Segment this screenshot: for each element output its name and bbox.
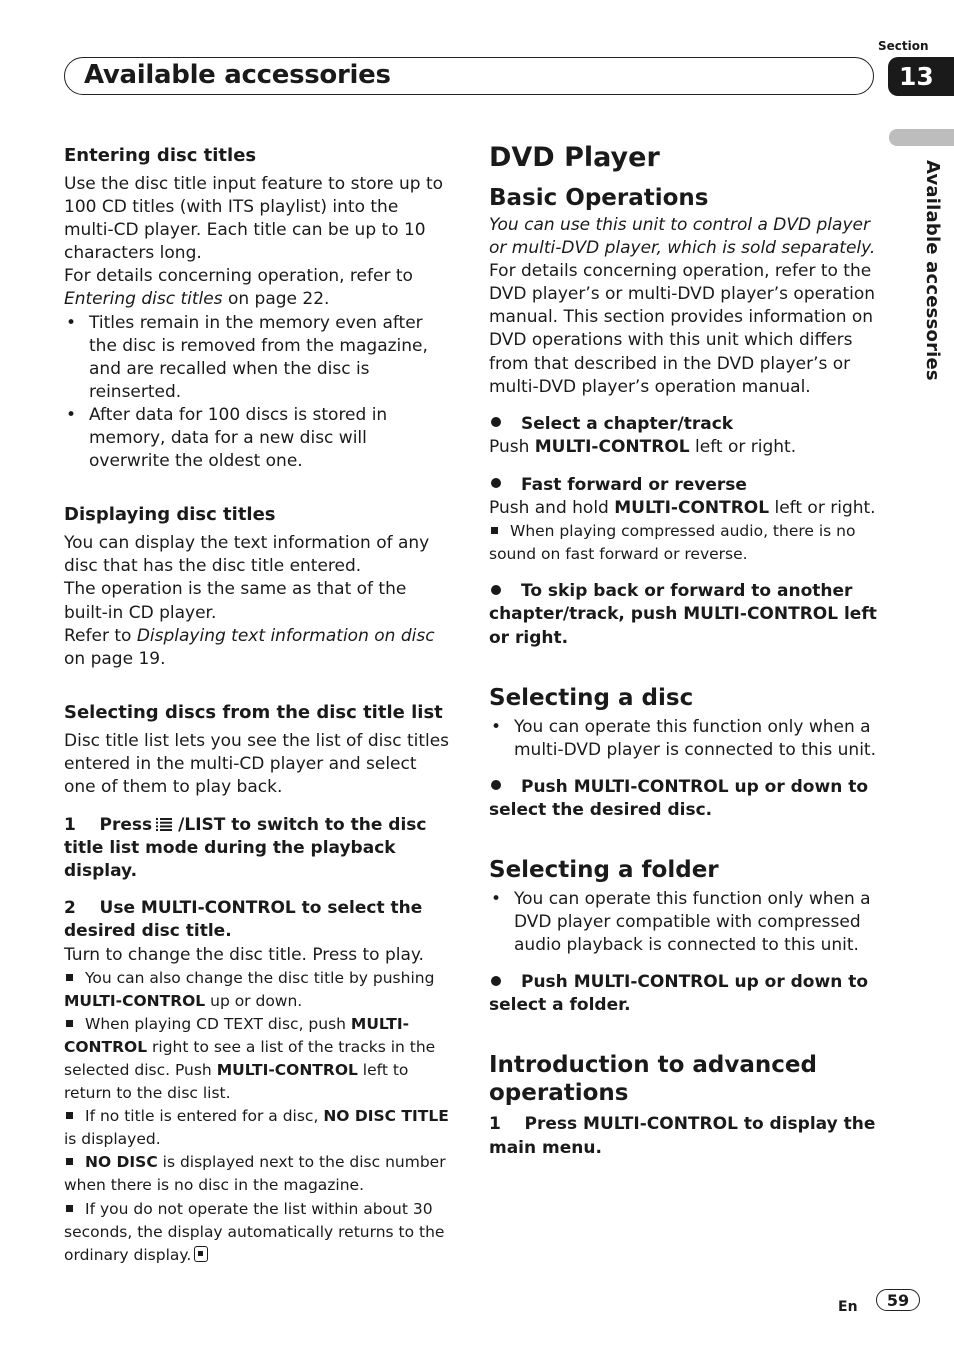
heading-entering-disc-titles: Entering disc titles [64, 145, 257, 166]
right-column [489, 142, 879, 1160]
page-number: 59 [876, 1289, 920, 1311]
intro-paragraph: You can use this unit to control a DVD player or multi-DVD player, which is sold separately. [489, 215, 876, 259]
operation-bullet-icon [491, 780, 501, 790]
step-1: 1 Press MULTI-CONTROL to display the main menu. [489, 1114, 876, 1158]
paragraph: For details concerning operation, refer to the DVD player’s or multi-DVD player’s operation manual. This section provides information on DVD operations with this unit which differs from that described in the DVD player’s or multi-DVD player’s operation manual. [489, 261, 876, 397]
end-of-section-icon [194, 1246, 208, 1262]
square-bullet-icon [66, 1112, 73, 1119]
heading-displaying-disc-titles: Displaying disc titles [64, 504, 276, 526]
operation-title: Select a chapter/track [489, 413, 879, 436]
list-item: • You can operate this function only when a DVD player compatible with compressed audio playback is connected to this unit. [489, 888, 879, 957]
paragraph: Use the disc title input feature to store up to 100 CD titles (with ITS playlist) into the multi-CD player. Each title can be up to 10 characters long. [64, 174, 444, 264]
side-tab-marker [889, 129, 954, 146]
operation-title: Push MULTI-CONTROL up or down to select a folder. [489, 972, 869, 1016]
heading-selecting-discs: Selecting discs from the disc title list [64, 701, 443, 723]
paragraph: Turn to change the disc title. Press to play. [64, 944, 424, 965]
section-number-badge: 13 [888, 57, 954, 96]
paragraph: Refer to Displaying text information on disc on page 19. [64, 625, 435, 669]
cross-reference: Displaying text information on disc [136, 625, 435, 646]
paragraph: You can display the text information of any disc that has the disc title entered. [64, 533, 430, 577]
note: When playing compressed audio, there is no sound on fast forward or reverse. [489, 522, 856, 564]
step-2: 2 Use MULTI-CONTROL to select the desired disc title. [64, 898, 423, 942]
heading-dvd-player: DVD Player [489, 142, 660, 173]
note: If you do not operate the list within about 30 seconds, the display automatically returns to the ordinary display. [64, 1199, 445, 1264]
section-label: Section [878, 39, 929, 53]
operation-title: Push MULTI-CONTROL up or down to select the desired disc. [489, 776, 869, 820]
paragraph: Disc title list lets you see the list of disc titles entered in the multi-CD player and select one of them to play back. [64, 730, 450, 797]
note: NO DISC is displayed next to the disc number when there is no disc in the magazine. [64, 1153, 446, 1195]
heading-basic-operations: Basic Operations [489, 185, 709, 211]
square-bullet-icon [66, 1158, 73, 1165]
paragraph: The operation is the same as that of the built-in CD player. [64, 579, 407, 623]
side-section-label: Available accessories [922, 160, 943, 381]
operation-bullet-icon [491, 417, 501, 427]
left-column [64, 142, 450, 1267]
list-item: • After data for 100 discs is stored in memory, data for a new disc will overwrite the oldest one. [64, 404, 450, 473]
paragraph: Push and hold MULTI-CONTROL left or right. [489, 498, 876, 519]
operation-bullet-icon [491, 585, 501, 595]
heading-selecting-a-disc: Selecting a disc [489, 684, 694, 711]
operation-title: To skip back or forward to another chapter/track, push MULTI-CONTROL left or right. [489, 581, 877, 648]
operation-title: Fast forward or reverse [489, 474, 879, 497]
note: When playing CD TEXT disc, push MULTI-CONTROL right to see a list of the tracks in the selected disc. Push MULTI-CONTROL left to return to the disc list. [64, 1014, 436, 1103]
square-bullet-icon [66, 1020, 73, 1027]
note: You can also change the disc title by pushing MULTI-CONTROL up or down. [64, 968, 435, 1010]
note: If no title is entered for a disc, NO DISC TITLE is displayed. [64, 1107, 449, 1149]
step-1: 1 Press /LIST to switch to the disc title list mode during the playback display. [64, 815, 427, 882]
operation-bullet-icon [491, 976, 501, 986]
list-item: • Titles remain in the memory even after the disc is removed from the magazine, and are recalled when the disc is reinserted. [64, 312, 450, 404]
square-bullet-icon [66, 1205, 73, 1212]
heading-advanced-operations: Introduction to advanced operations [489, 1052, 817, 1107]
cross-reference: Entering disc titles [64, 289, 223, 310]
language-label: En [838, 1299, 858, 1315]
list-icon [156, 818, 172, 831]
square-bullet-icon [491, 527, 498, 534]
list-item: • You can operate this function only when a multi-DVD player is connected to this unit. [489, 716, 879, 762]
operation-bullet-icon [491, 478, 501, 488]
page-title: Available accessories [84, 60, 391, 90]
paragraph: For details concerning operation, refer to Entering disc titles on page 22. [64, 266, 413, 310]
paragraph: Push MULTI-CONTROL left or right. [489, 436, 797, 457]
heading-selecting-a-folder: Selecting a folder [489, 856, 719, 883]
square-bullet-icon [66, 974, 73, 981]
